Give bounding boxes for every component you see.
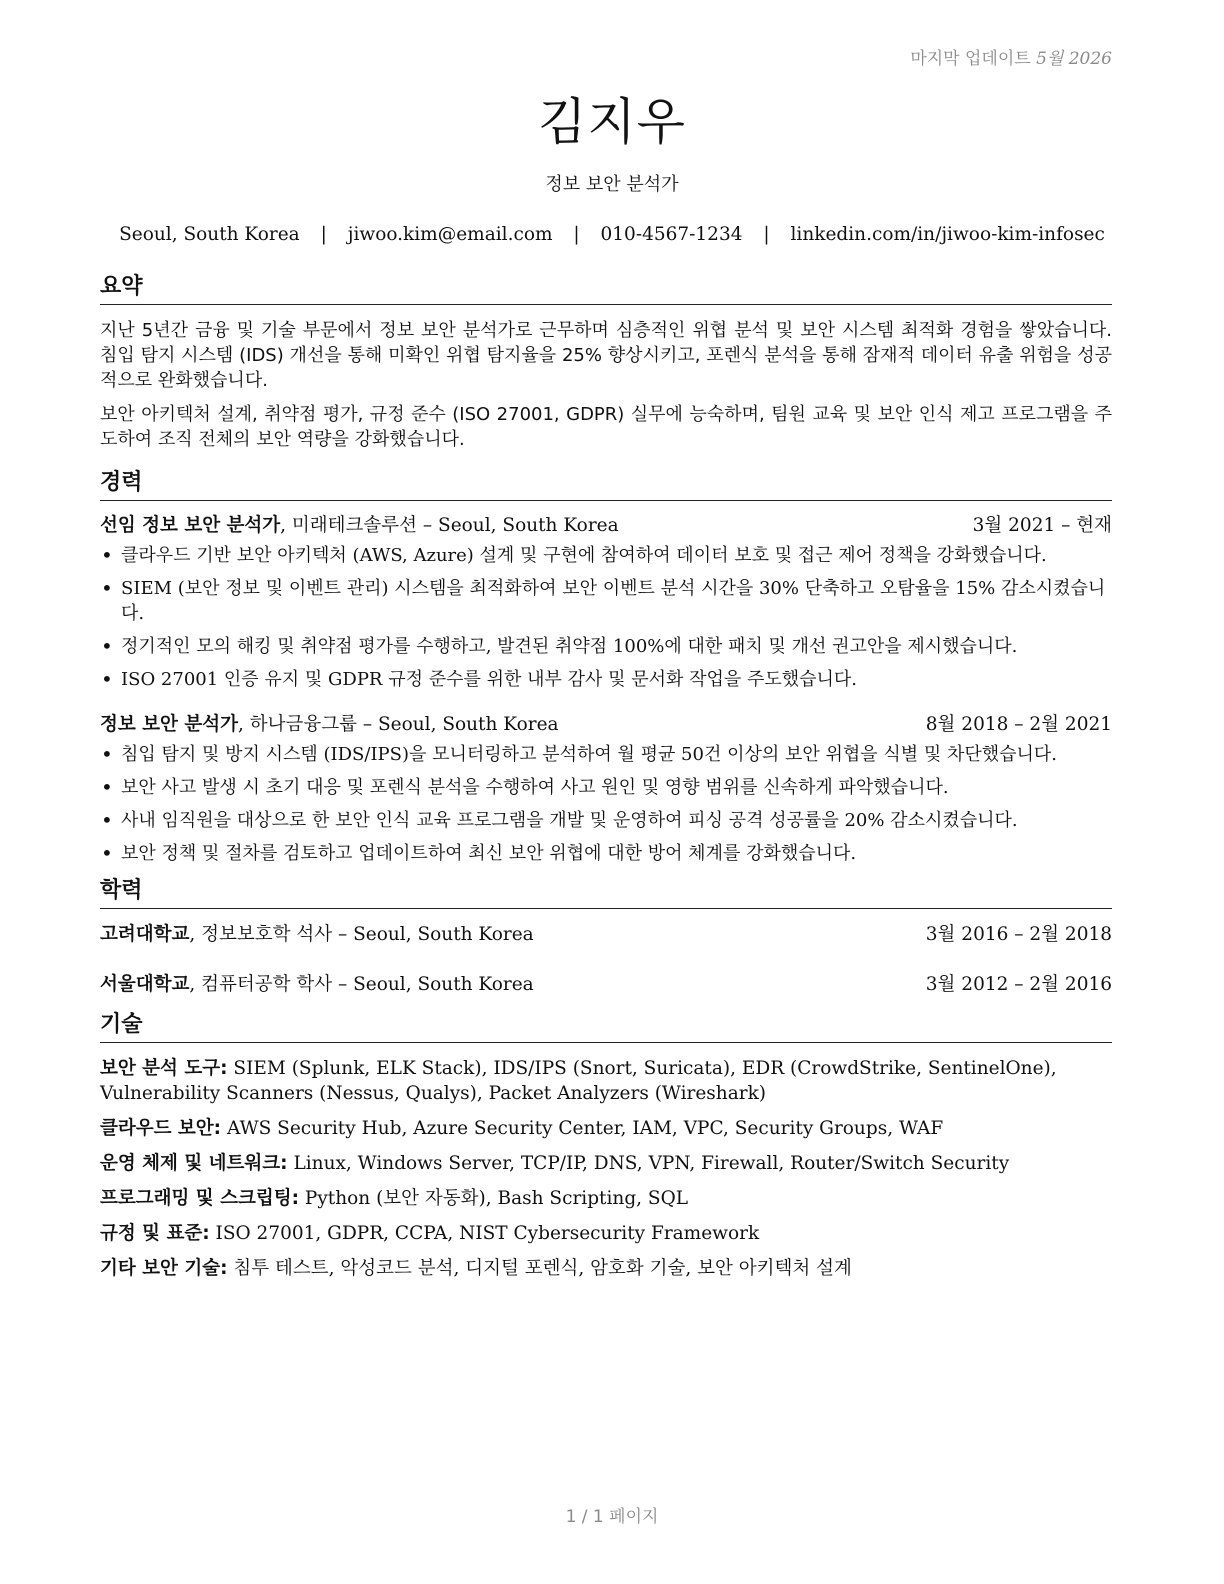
list-item: • ISO 27001 인증 유지 및 GDPR 규정 준수를 위한 내부 감사 및 문서화 작업을 주도했습니다. bbox=[100, 667, 1112, 692]
experience-section bbox=[100, 468, 1112, 866]
school-name: 서울대학교 bbox=[100, 974, 190, 995]
education-dates: 3월 2012 – 2월 2016 bbox=[925, 974, 1112, 995]
summary-paragraph: 보안 아키텍처 설계, 취약점 평가, 규정 준수 (ISO 27001, GDPR) 실무에 능숙하며, 팀원 교육 및 보안 인식 제고 프로그램을 주도하여 조직 전체의 보안 역량을 강화했습니다. bbox=[100, 404, 1112, 450]
job-dates: 3월 2021 – 현재 bbox=[972, 515, 1112, 536]
list-item: • 보안 정책 및 절차를 검토하고 업데이트하여 최신 보안 위협에 대한 방어 체계를 강화했습니다. bbox=[100, 841, 1112, 866]
list-item: • 보안 사고 발생 시 초기 대응 및 포렌식 분석을 수행하여 사고 원인 및 영향 범위를 신속하게 파악했습니다. bbox=[100, 775, 1112, 800]
skills-section bbox=[100, 1010, 1112, 1281]
school-name: 고려대학교 bbox=[100, 924, 190, 945]
skill-row bbox=[100, 1151, 1112, 1176]
page-footer: 1 / 1 페이지 bbox=[565, 1507, 659, 1527]
education-dates: 3월 2016 – 2월 2018 bbox=[925, 924, 1112, 945]
skill-label: 보안 분석 도구: bbox=[100, 1058, 228, 1079]
job-title: 선임 정보 보안 분석가 bbox=[100, 515, 281, 536]
skill-row bbox=[100, 1116, 1112, 1141]
skill-row bbox=[100, 1186, 1112, 1211]
job-bullets bbox=[100, 543, 1112, 692]
education-entry bbox=[100, 972, 1112, 998]
skill-label: 기타 보안 기술: bbox=[100, 1258, 228, 1279]
summary-heading: 요약 bbox=[100, 272, 1112, 305]
contact-email[interactable]: jiwoo.kim@email.com bbox=[347, 224, 553, 245]
skill-label: 클라우드 보안: bbox=[100, 1118, 222, 1139]
contact-separator: | bbox=[763, 224, 770, 245]
list-item: • SIEM (보안 정보 및 이벤트 관리) 시스템을 최적화하여 보안 이벤트 분석 시간을 30% 단축하고 오탐율을 15% 감소시켰습니다. bbox=[100, 576, 1112, 626]
education-section bbox=[100, 876, 1112, 998]
skill-label: 규정 및 표준: bbox=[100, 1223, 210, 1244]
contact-location: Seoul, South Korea bbox=[119, 224, 300, 245]
list-item: • 정기적인 모의 해킹 및 취약점 평가를 수행하고, 발견된 취약점 100%에 대한 패치 및 개선 권고안을 제시했습니다. bbox=[100, 634, 1112, 659]
skills-heading: 기술 bbox=[100, 1010, 1112, 1043]
list-item: • 침입 탐지 및 방지 시스템 (IDS/IPS)을 모니터링하고 분석하여 월 평균 50건 이상의 보안 위협을 식별 및 차단했습니다. bbox=[100, 742, 1112, 767]
job-bullets bbox=[100, 742, 1112, 866]
last-updated-date: 5월 2026 bbox=[1036, 49, 1112, 69]
candidate-title: 정보 보안 분석가 bbox=[545, 174, 679, 195]
contact-phone: 010-4567-1234 bbox=[600, 224, 743, 245]
list-item: • 사내 임직원을 대상으로 한 보안 인식 교육 프로그램을 개발 및 운영하여 피싱 공격 성공률을 20% 감소시켰습니다. bbox=[100, 808, 1112, 833]
skill-row bbox=[100, 1056, 1112, 1106]
degree-detail: , 컴퓨터공학 학사 – Seoul, South Korea bbox=[189, 974, 534, 995]
degree-detail: , 정보보호학 석사 – Seoul, South Korea bbox=[189, 924, 534, 945]
contact-separator: | bbox=[573, 224, 580, 245]
contact-separator: | bbox=[320, 224, 327, 245]
contact-line bbox=[0, 224, 1224, 245]
candidate-name: 김지우 bbox=[538, 93, 686, 151]
education-heading: 학력 bbox=[100, 876, 1112, 909]
skill-value: Linux, Windows Server, TCP/IP, DNS, VPN, Firewall, Router/Switch Security bbox=[293, 1153, 1010, 1174]
job-title-line bbox=[100, 712, 559, 738]
resume-body bbox=[100, 272, 1112, 1281]
summary-paragraph: 지난 5년간 금융 및 기술 부문에서 정보 보안 분석가로 근무하며 심층적인 위협 분석 및 보안 시스템 최적화 경험을 쌓았습니다. 침입 탐지 시스템 (IDS) 개선을 통해 미확인 위협 탐지율을 25% 향상시키고, 포렌식 분석을 통해 잠재적 데이터 유출 위험을 성공적으로 완화했습니다. bbox=[100, 320, 1112, 391]
education-line bbox=[100, 922, 534, 948]
contact-linkedin[interactable]: linkedin.com/in/jiwoo-kim-infosec bbox=[790, 224, 1105, 245]
job-company: , 미래테크솔루션 – Seoul, South Korea bbox=[280, 515, 619, 536]
skill-value: Python (보안 자동화), Bash Scripting, SQL bbox=[304, 1188, 689, 1209]
job-title: 정보 보안 분석가 bbox=[100, 714, 238, 735]
job-company: , 하나금융그룹 – Seoul, South Korea bbox=[237, 714, 559, 735]
list-item: • 클라우드 기반 보안 아키텍처 (AWS, Azure) 설계 및 구현에 참여하여 데이터 보호 및 접근 제어 정책을 강화했습니다. bbox=[100, 543, 1112, 568]
education-line bbox=[100, 972, 534, 998]
job-header bbox=[100, 712, 1112, 738]
job-entry bbox=[100, 513, 1112, 692]
skill-row bbox=[100, 1221, 1112, 1246]
skill-value: ISO 27001, GDPR, CCPA, NIST Cybersecurity Framework bbox=[215, 1223, 760, 1244]
summary-section bbox=[100, 272, 1112, 452]
skill-label: 운영 체제 및 네트워크: bbox=[100, 1153, 288, 1174]
job-title-line bbox=[100, 513, 619, 539]
job-header bbox=[100, 513, 1112, 539]
experience-heading: 경력 bbox=[100, 468, 1112, 501]
job-dates: 8월 2018 – 2월 2021 bbox=[925, 714, 1112, 735]
skill-value: SIEM (Splunk, ELK Stack), IDS/IPS (Snort, Suricata), EDR (CrowdStrike, SentinelOne), Vulnerability Scanners (Nessus, Qualys), Packet Analyzers (Wireshark) bbox=[100, 1058, 1057, 1104]
skill-value: AWS Security Hub, Azure Security Center, IAM, VPC, Security Groups, WAF bbox=[226, 1118, 944, 1139]
skill-label: 프로그래밍 및 스크립팅: bbox=[100, 1188, 299, 1209]
education-entry bbox=[100, 922, 1112, 948]
job-entry bbox=[100, 712, 1112, 866]
last-updated-label: 마지막 업데이트 bbox=[910, 49, 1031, 69]
skill-row bbox=[100, 1256, 1112, 1281]
last-updated bbox=[910, 44, 1112, 69]
skill-value: 침투 테스트, 악성코드 분석, 디지털 포렌식, 암호화 기술, 보안 아키텍처 설계 bbox=[233, 1258, 852, 1279]
